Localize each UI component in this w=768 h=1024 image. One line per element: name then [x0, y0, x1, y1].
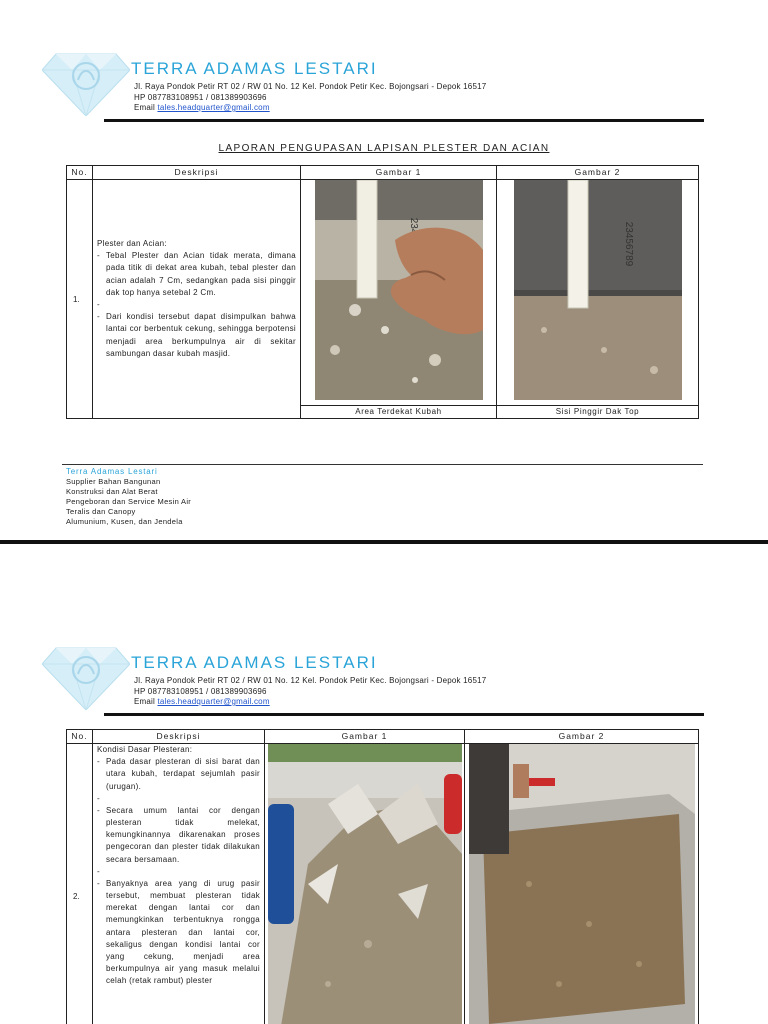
- spacer: [97, 299, 296, 311]
- table-header-row: [67, 730, 699, 744]
- desc-point: - Pada dasar plesteran di sisi barat dan utara kubah, terdapat sejumlah pasir (urugan).: [97, 756, 260, 793]
- report-table-1: [66, 165, 699, 419]
- footer-line: Supplier Bahan Bangunan: [66, 477, 161, 486]
- header-divider: [104, 713, 704, 716]
- col-gambar-1: Gambar 1: [301, 166, 497, 180]
- page-2: [0, 546, 768, 1024]
- caption-1: Area Terdekat Kubah: [301, 406, 497, 419]
- table-row: [67, 744, 699, 1024]
- email-label: Email: [134, 697, 156, 706]
- photo-edge-dak-top: [514, 180, 682, 400]
- email-line: [134, 103, 486, 114]
- address-line: Jl. Raya Pondok Petir RT 02 / RW 01 No. 12 Kel. Pondok Petir Kec. Bojongsari - Depok 16517: [134, 82, 487, 91]
- footer-divider: [62, 464, 703, 465]
- desc-point: - Banyaknya area yang di urug pasir tersebut, membuat plesteran tidak merekat dengan lantai cor dan memungkinkan terbentuknya rongga antara plesteran dan lantai cor, sekaligus dengan kondisi lantai cor yang cekung, menjadi area berkumpulnya air yang masuk melalui celah (retak rambut) plester: [97, 878, 260, 988]
- footer-line: Teralis dan Canopy: [66, 507, 136, 516]
- photo-exposed-sand-layer: [469, 744, 695, 1024]
- ruler-label-2: 23456789: [622, 221, 634, 267]
- image-cell-1: [301, 180, 497, 406]
- caption-2: Sisi Pinggir Dak Top: [497, 406, 699, 419]
- company-address-block: [134, 676, 486, 708]
- col-gambar-2: Gambar 2: [465, 730, 699, 744]
- footer-line: Pengeboran dan Service Mesin Air: [66, 497, 192, 506]
- row-description: [93, 744, 265, 1024]
- header-divider: [104, 119, 704, 122]
- company-address-block: [134, 82, 486, 114]
- page-separator: [0, 540, 768, 544]
- phone-line: HP 087783108951 / 081389903696: [134, 686, 267, 696]
- col-gambar-2: Gambar 2: [497, 166, 699, 180]
- table-row: [67, 180, 699, 406]
- company-name: TERRA ADAMAS LESTARI: [131, 653, 378, 672]
- email-link[interactable]: tales.headquarter@gmail.com: [157, 697, 270, 706]
- report-title: LAPORAN PENGUPASAN LAPISAN PLESTER DAN ACIAN: [218, 143, 550, 154]
- email-label: Email: [134, 103, 156, 112]
- col-gambar-1: Gambar 1: [265, 730, 465, 744]
- row-description: [93, 180, 301, 419]
- col-no: No.: [67, 730, 93, 744]
- footer: [66, 467, 191, 527]
- phone-line: HP 087783108951 / 081389903696: [134, 92, 267, 102]
- row-number: 1.: [67, 180, 93, 419]
- email-link[interactable]: tales.headquarter@gmail.com: [157, 103, 270, 112]
- desc-point: - Tebal Plester dan Acian tidak merata, dimana pada titik di dekat area kubah, tebal plester dan acian adalah 7 Cm, sedangkan pada sisi pinggir dak top hanya setebal 2 Cm.: [97, 250, 296, 299]
- row-number: 2.: [67, 744, 93, 1024]
- col-no: No.: [67, 166, 93, 180]
- col-deskripsi: Deskripsi: [93, 730, 265, 744]
- email-line: [134, 697, 486, 708]
- spacer: [97, 793, 260, 805]
- address-line: Jl. Raya Pondok Petir RT 02 / RW 01 No. 12 Kel. Pondok Petir Kec. Bojongsari - Depok 16517: [134, 676, 487, 685]
- company-name: TERRA ADAMAS LESTARI: [131, 59, 378, 78]
- desc-intro: Plester dan Acian:: [97, 239, 167, 249]
- image-cell-1: [265, 744, 465, 1024]
- footer-line: Konstruksi dan Alat Berat: [66, 487, 158, 496]
- footer-line: Alumunium, Kusen, dan Jendela: [66, 517, 183, 526]
- photo-area-near-dome: [315, 180, 483, 400]
- image-cell-2: [497, 180, 699, 406]
- desc-intro: Kondisi Dasar Plesteran:: [97, 745, 193, 754]
- desc-point: - Dari kondisi tersebut dapat disimpulkan bahwa lantai cor berbentuk cekung, sehingga berpotensi menjadi area berkumpulnya air di sekitar sambungan dasar kubah masjid.: [97, 311, 296, 360]
- report-table-2: [66, 729, 699, 1024]
- diamond-logo-icon: [42, 644, 130, 710]
- image-cell-2: [465, 744, 699, 1024]
- footer-company: Terra Adamas Lestari: [66, 467, 158, 476]
- col-deskripsi: Deskripsi: [93, 166, 301, 180]
- spacer: [97, 866, 260, 878]
- diamond-logo-icon: [42, 50, 130, 116]
- desc-point: - Secara umum lantai cor dengan plesteran tidak melekat, kemungkinannya dikarenakan proses pengecoran dan plester tidak dilakukan secara bersamaan.: [97, 805, 260, 866]
- photo-sand-debris: [268, 744, 462, 1024]
- table-header-row: [67, 166, 699, 180]
